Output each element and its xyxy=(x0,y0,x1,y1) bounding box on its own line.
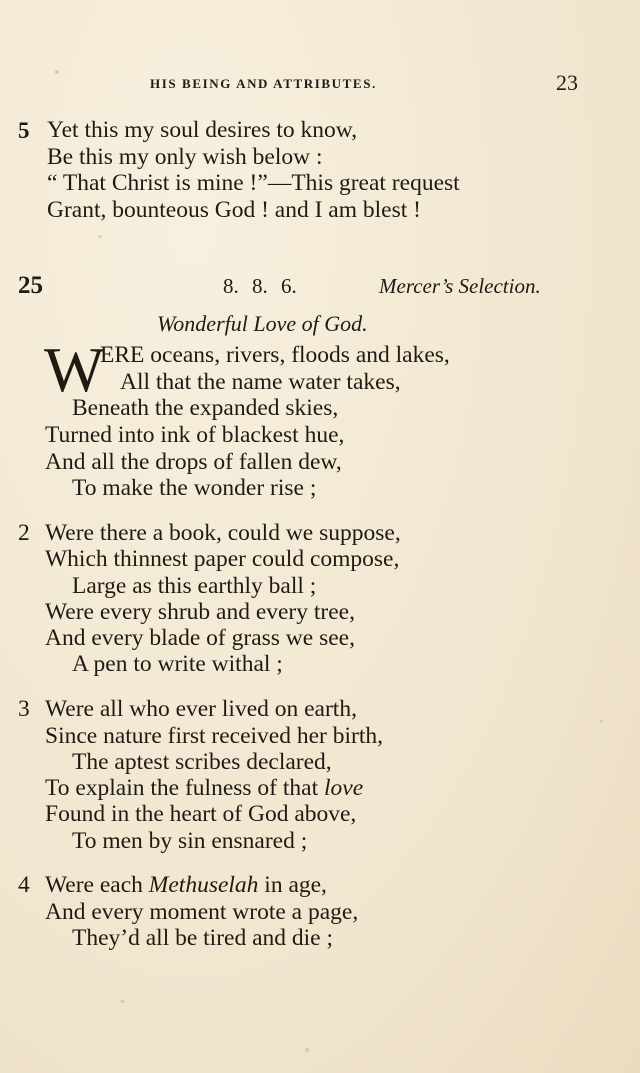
hymn-title: Wonderful Love of God. xyxy=(157,311,368,336)
verse-line: Were every shrub and every tree, xyxy=(45,599,355,625)
verse-line: “ That Christ is mine !”—This great request xyxy=(47,170,460,196)
verse-line: And every blade of grass we see, xyxy=(45,625,355,651)
verse-line: A pen to write withal ; xyxy=(72,651,283,677)
verse-line xyxy=(45,874,327,898)
verse-line: Grant, bounteous God ! and I am blest ! xyxy=(47,197,421,223)
verse-line: And every moment wrote a page, xyxy=(45,899,359,925)
verse-text: Were each xyxy=(45,872,149,898)
paper-speck xyxy=(120,1000,125,1003)
verse-line: Found in the heart of God above, xyxy=(45,801,357,827)
verse-line: And all the drops of fallen dew, xyxy=(45,449,342,475)
paper-speck xyxy=(55,70,59,74)
stanza-number: 4 xyxy=(18,872,30,898)
italic-name: Methuselah xyxy=(148,872,259,898)
verse-line: Turned into ink of blackest hue, xyxy=(45,422,345,448)
verse-line: Since nature first received her birth, xyxy=(45,723,383,749)
paper-speck xyxy=(600,720,603,723)
verse-line: All that the name water takes, xyxy=(120,369,401,395)
stanza-number: 5 xyxy=(18,118,30,143)
verse-text: To explain the fulness of that xyxy=(45,775,324,801)
hymn-number: 25 xyxy=(18,272,43,299)
verse-line: They’d all be tired and die ; xyxy=(72,925,334,951)
verse-line xyxy=(45,777,363,801)
page-number: 23 xyxy=(556,70,578,95)
verse-line: To make the wonder rise ; xyxy=(72,475,317,501)
paper-speck xyxy=(305,1048,309,1052)
drop-cap: W xyxy=(44,334,105,405)
verse-line: Beneath the expanded skies, xyxy=(72,395,339,421)
stanza-number: 3 xyxy=(18,696,30,722)
verse-line: The aptest scribes declared, xyxy=(72,749,332,775)
running-header: HIS BEING AND ATTRIBUTES. xyxy=(150,76,377,91)
verse-line: Be this my only wish below : xyxy=(47,144,323,170)
paper-speck xyxy=(98,235,102,238)
hymn-meter: 8. 8. 6. xyxy=(223,274,297,298)
verse-line: Were all who ever lived on earth, xyxy=(45,696,357,722)
stanza-number: 2 xyxy=(18,520,30,546)
verse-line: ERE oceans, rivers, floods and lakes, xyxy=(100,342,450,368)
verse-line: Yet this my soul desires to know, xyxy=(47,117,358,143)
verse-text: in age, xyxy=(258,872,327,898)
hymn-source: Mercer’s Selection. xyxy=(379,274,541,298)
verse-line: To men by sin ensnared ; xyxy=(72,828,308,854)
italic-word: love xyxy=(323,775,364,801)
verse-line: Were there a book, could we suppose, xyxy=(45,520,401,546)
verse-line: Large as this earthly ball ; xyxy=(72,573,317,599)
verse-line: Which thinnest paper could compose, xyxy=(45,546,400,572)
